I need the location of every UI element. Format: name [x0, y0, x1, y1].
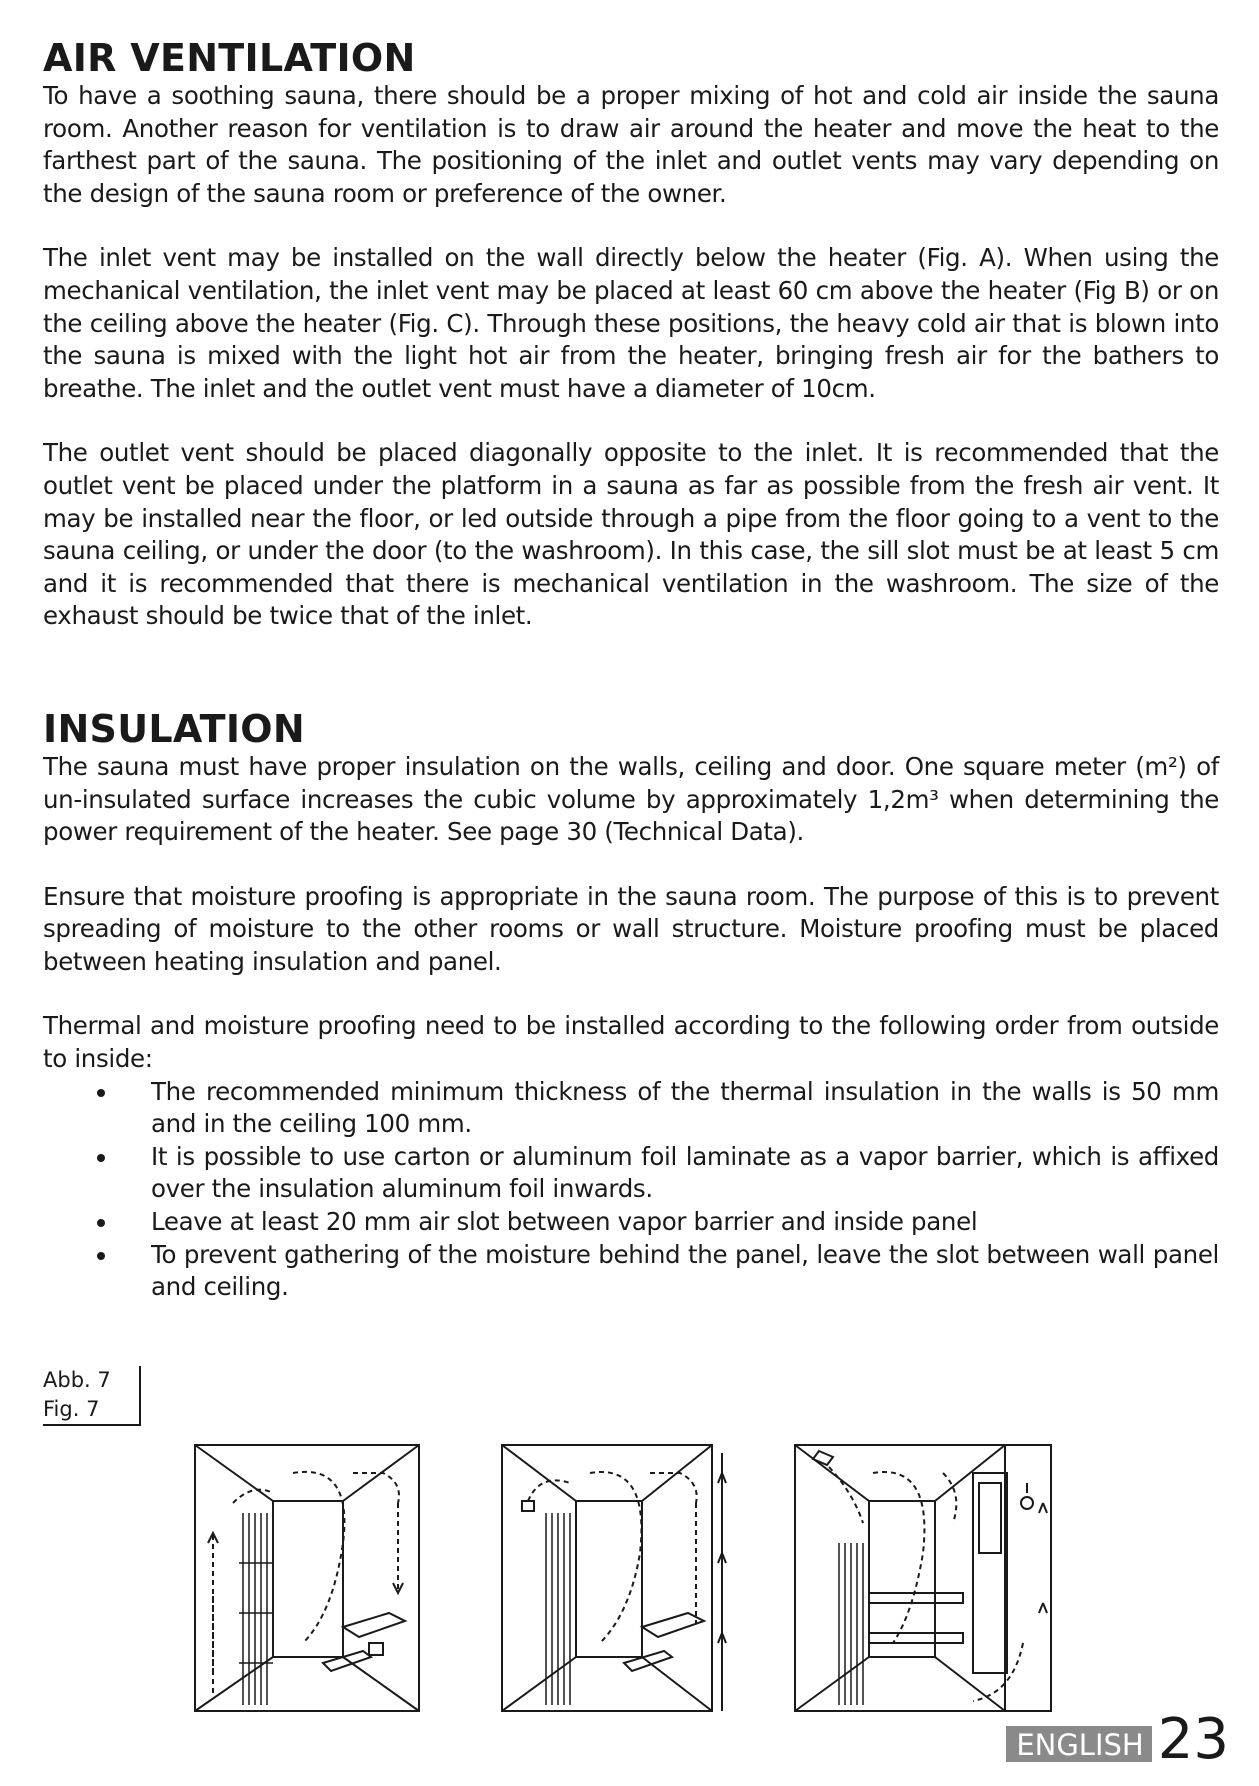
insulation-paragraph-3: Thermal and moisture proofing need to be installed according to the following order from outside to inside:: [43, 1011, 1219, 1074]
air-ventilation-heading: AIR VENTILATION: [43, 36, 416, 80]
figure-label-de: Abb. 7: [43, 1368, 111, 1392]
list-item: It is possible to use carton or aluminum foil laminate as a vapor barrier, which is affixed over the insulation aluminum foil inwards.: [43, 1141, 1219, 1206]
air-paragraph-1: To have a soothing sauna, there should be a proper mixing of hot and cold air inside the sauna room. Another reason for ventilation is to draw air around the heater and move the heat to the farthest part of the sauna. The positioning of the inlet and outlet vents may vary depending on the design of the sauna room or preference of the owner.: [43, 81, 1219, 208]
insulation-paragraph-2: Ensure that moisture proofing is appropriate in the sauna room. The purpose of this is to prevent spreading of moisture to the other rooms or wall structure. Moisture proofing must be placed between heating insulation and panel.: [43, 881, 1219, 976]
bullet-icon: [97, 1089, 105, 1097]
language-badge: ENGLISH: [1006, 1726, 1151, 1762]
air-paragraph-2: The inlet vent may be installed on the wall directly below the heater (Fig. A). When using the mechanical ventilation, the inlet vent may be placed at least 60 cm above the heater (Fig B) or on the ceiling above the heater (Fig. C). Through these positions, the heavy cold air that is blown into the sauna is mixed with the light hot air from the heater, bringing fresh air for the bathers to breathe. The inlet and the outlet vent must have a diameter of 10cm.: [43, 243, 1219, 403]
insulation-paragraph-1: The sauna must have proper insulation on the walls, ceiling and door. One square meter (m²) of un-insulated surface increases the cubic volume by approximately 1,2m³ when determining the power requirement of the heater. See page 30 (Technical Data).: [43, 751, 1219, 847]
insulation-bullet-list: [43, 1076, 1219, 1304]
sauna-diagram-a: [193, 1443, 453, 1715]
figure-label: [43, 1366, 141, 1426]
list-item: The recommended minimum thickness of the thermal insulation in the walls is 50 mm and in the ceiling 100 mm.: [43, 1076, 1219, 1141]
list-item: To prevent gathering of the moisture behind the panel, leave the slot between wall panel and ceiling.: [43, 1239, 1219, 1304]
air-paragraph-3: The outlet vent should be placed diagonally opposite to the inlet. It is recommended that the outlet vent be placed under the platform in a sauna as far as possible from the fresh air vent. It may be installed near the floor, or led outside through a pipe from the floor going to a vent to the sauna ceiling, or under the door (to the washroom). In this case, the sill slot must be at least 5 cm and it is recommended that there is mechanical ventilation in the washroom. The size of the exhaust should be twice that of the inlet.: [43, 438, 1219, 631]
list-item: Leave at least 20 mm air slot between vapor barrier and inside panel: [43, 1206, 1219, 1239]
page-number: 23: [1157, 1707, 1229, 1772]
bullet-icon: [97, 1252, 105, 1260]
insulation-heading: INSULATION: [43, 706, 306, 751]
sauna-diagram-b: [500, 1443, 760, 1715]
bullet-icon: [97, 1219, 105, 1227]
page-content: [43, 36, 1219, 1304]
bullet-icon: [97, 1154, 105, 1162]
page-footer: [1006, 1707, 1229, 1772]
sauna-diagram-c: [793, 1443, 1053, 1715]
figure-label-en: Fig. 7: [43, 1397, 100, 1421]
